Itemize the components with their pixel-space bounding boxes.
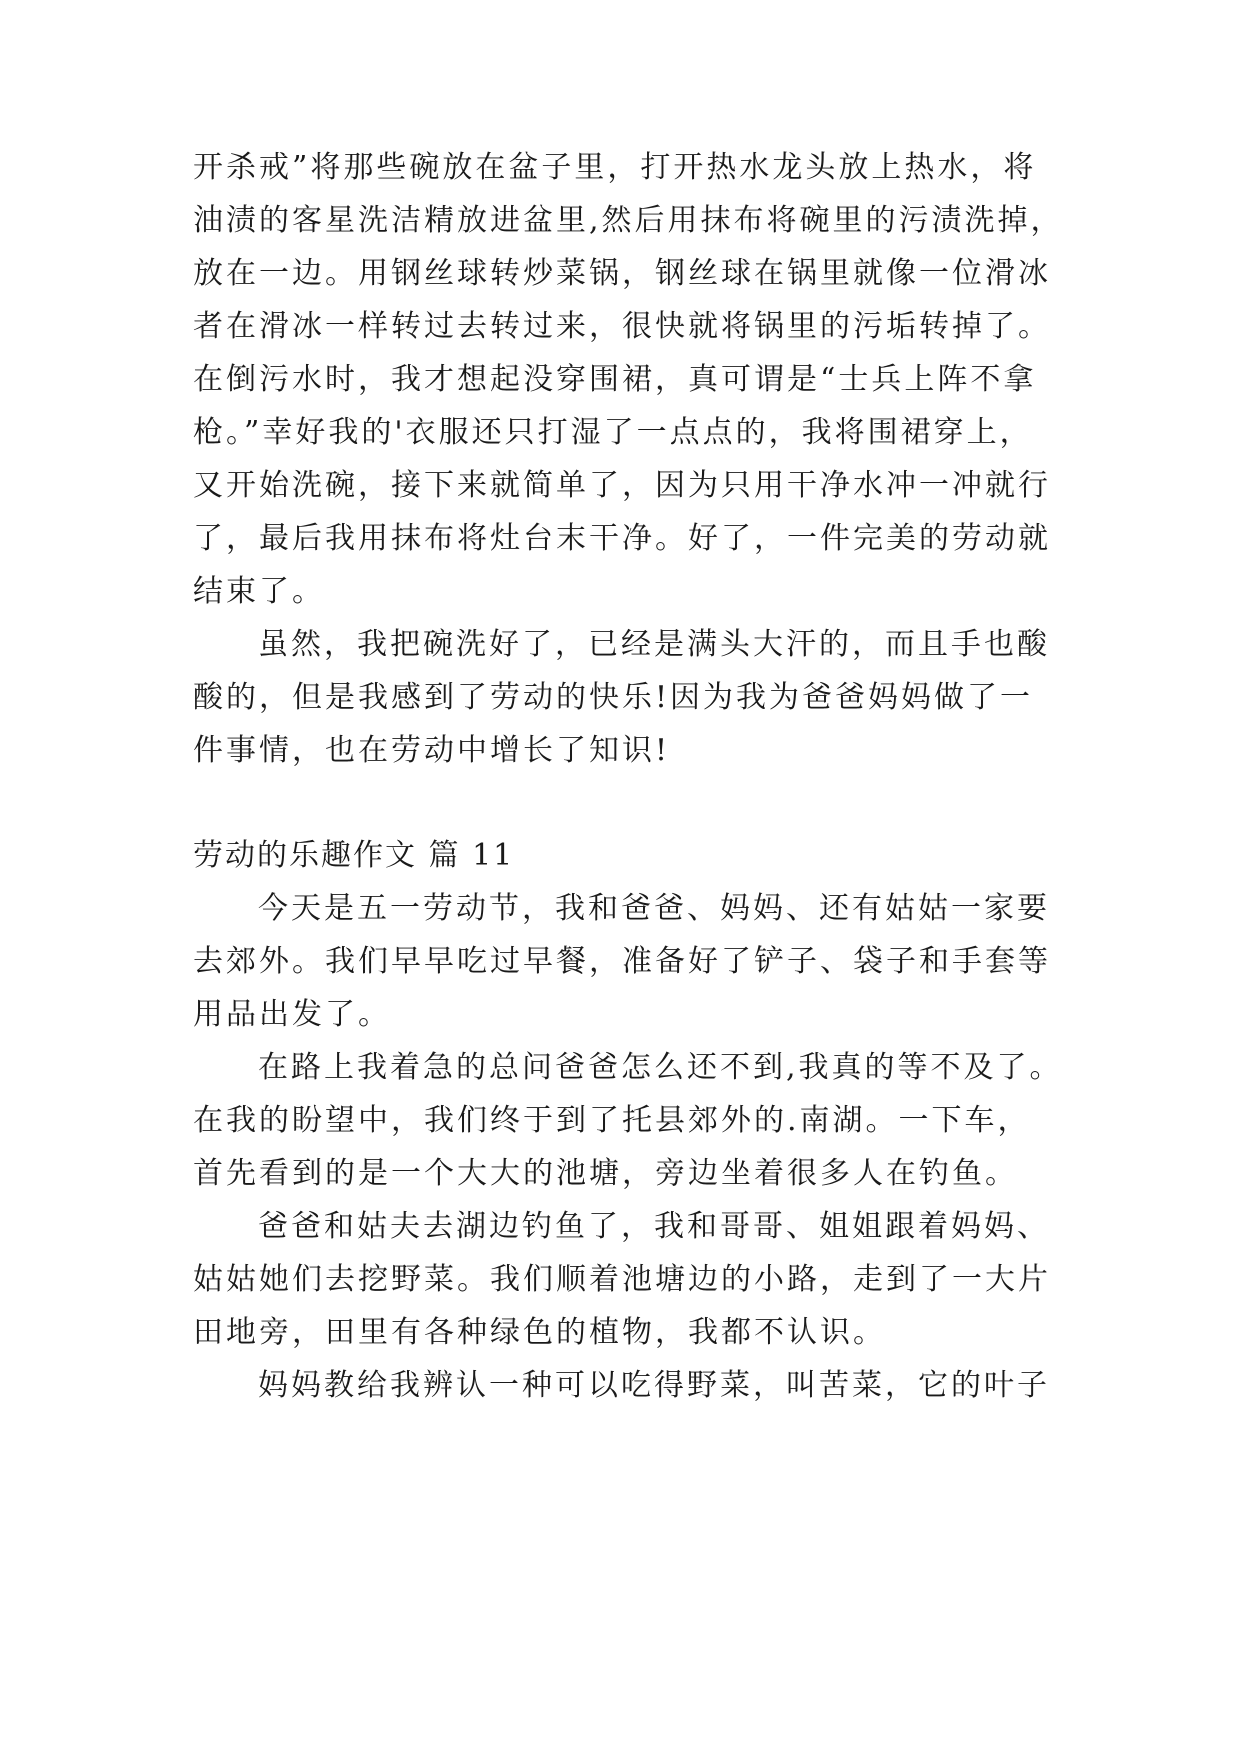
text-line: 在路上我着急的总问爸爸怎么还不到,我真的等不及了。 [258,1050,1063,1085]
text-line: 爸爸和姑夫去湖边钓鱼了，我和哥哥、姐姐跟着妈妈、 [258,1209,1050,1244]
text-line: 枪。”幸好我的'衣服还只打湿了一点点的，我将围裙穿上， [193,415,1033,450]
section-title: 劳动的乐趣作文 篇 11 [193,838,515,873]
text-line: 开杀戒”将那些碗放在盆子里，打开热水龙头放上热水，将 [193,150,1037,185]
text-line: 用品出发了。 [193,997,391,1032]
text-line: 又开始洗碗，接下来就简单了，因为只用干净水冲一冲就行 [193,468,1051,503]
text-line: 田地旁，田里有各种绿色的植物，我都不认识。 [193,1315,886,1350]
text-line: 首先看到的是一个大大的池塘，旁边坐着很多人在钓鱼。 [193,1156,1018,1191]
text-line: 结束了。 [193,574,325,609]
text-line: 件事情，也在劳动中增长了知识! [193,733,671,768]
text-line: 者在滑冰一样转过去转过来，很快就将锅里的污垢转掉了。 [193,309,1051,344]
text-line: 放在一边。用钢丝球转炒菜锅，钢丝球在锅里就像一位滑冰 [193,256,1051,291]
text-line: 了，最后我用抹布将灶台末干净。好了，一件完美的劳动就 [193,521,1051,556]
text-line: 在倒污水时，我才想起没穿围裙，真可谓是“士兵上阵不拿 [193,362,1037,397]
text-line: 酸的，但是我感到了劳动的快乐!因为我为爸爸妈妈做了一 [193,680,1034,715]
text-line: 在我的盼望中，我们终于到了托县郊外的.南湖。一下车， [193,1103,1031,1138]
text-line: 去郊外。我们早早吃过早餐，准备好了铲子、袋子和手套等 [193,944,1051,979]
text-line: 姑姑她们去挖野菜。我们顺着池塘边的小路，走到了一大片 [193,1262,1051,1297]
text-line: 油渍的客星洗洁精放进盆里,然后用抹布将碗里的污渍洗掉， [193,203,1064,238]
text-line: 虽然，我把碗洗好了，已经是满头大汗的，而且手也酸 [258,627,1050,662]
text-line: 今天是五一劳动节，我和爸爸、妈妈、还有姑姑一家要 [258,891,1050,926]
text-line: 妈妈教给我辨认一种可以吃得野菜，叫苦菜，它的叶子 [258,1368,1050,1403]
